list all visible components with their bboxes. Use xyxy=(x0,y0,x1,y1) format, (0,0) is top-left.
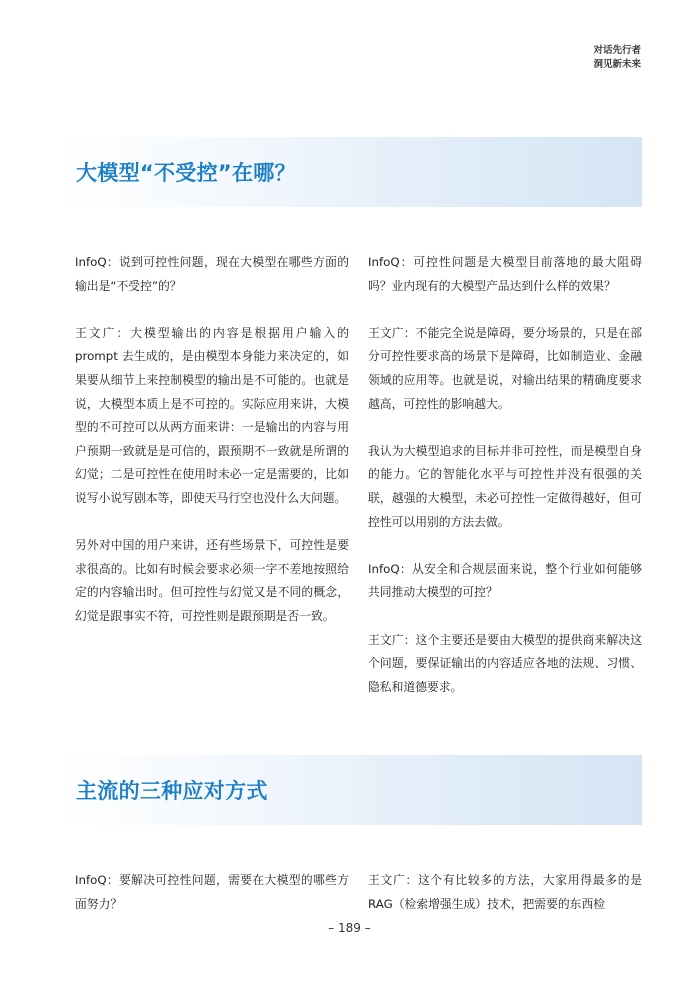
section-1-banner xyxy=(58,137,642,207)
section-1-right-column xyxy=(368,251,642,699)
interview-question: InfoQ：从安全和合规层面来说，整个行业如何能够共同推动大模型的可控？ xyxy=(368,561,642,600)
interview-question: InfoQ：可控性问题是大模型目前落地的最大阻碍吗？业内现有的大模型产品达到什么样的效果？ xyxy=(368,255,642,293)
header-line-1: 对话先行者 xyxy=(593,45,641,56)
section-2-right-column xyxy=(368,869,642,916)
interview-answer: 我认为大模型追求的目标并非可控性，而是模型自身的能力。它的智能化水平与可控性并没有很强的关联，越强的大模型，未必可控性一定做得越好，但可控性可以用别的方法去做。 xyxy=(368,443,642,529)
interview-question: InfoQ：要解决可控性问题，需要在大模型的哪些方面努力？ xyxy=(75,873,349,911)
header-tagline xyxy=(593,44,641,72)
section-1-left-column xyxy=(75,251,349,629)
section-2-banner xyxy=(58,755,642,825)
interview-answer: 王文广：这个有比较多的方法，大家用得最多的是 RAG（检索增强生成）技术，把需要的东西检 xyxy=(368,873,642,911)
interview-answer: 王文广：不能完全说是障碍，要分场景的，只是在部分可控性要求高的场景下是障碍，比如制造业、金融领域的应用等。也就是说，对输出结果的精确度要求越高，可控性的影响越大。 xyxy=(368,325,642,411)
section-2-title: 主流的三种应对方式 xyxy=(76,779,268,803)
page-number: – 189 – xyxy=(328,921,371,935)
interview-answer: 王文广：大模型输出的内容是根据用户输入的 prompt 去生成的，是由模型本身能力来决定的，如果要从细节上来控制模型的输出是不可能的。也就是说，大模型本质上是不可控的。实际应用来讲，大模型的不可控可以从两方面来讲：一是输出的内容与用户预期一致就是是可信的，跟预期不一致就是所谓的幻觉；二是可控性在使用时未必一定是需要的，比如说写小说写剧本等，即使天马行空也没什么大问题。 xyxy=(75,325,349,505)
interview-answer: 另外对中国的用户来讲，还有些场景下，可控性是要求很高的。比如有时候会要求必须一字不差地按照给定的内容输出时。但可控性与幻觉又是不同的概念，幻觉是跟事实不符，可控性则是跟预期是否一致。 xyxy=(75,538,349,623)
section-2-left-column xyxy=(75,869,349,916)
section-1-title: 大模型“不受控”在哪？ xyxy=(76,161,296,185)
interview-question: InfoQ：说到可控性问题，现在大模型在哪些方面的输出是“不受控”的？ xyxy=(75,255,349,293)
interview-answer: 王文广：这个主要还是要由大模型的提供商来解决这个问题，要保证输出的内容适应各地的法规、习惯、隐私和道德要求。 xyxy=(368,632,642,694)
header-line-2: 洞见新未来 xyxy=(593,59,641,70)
